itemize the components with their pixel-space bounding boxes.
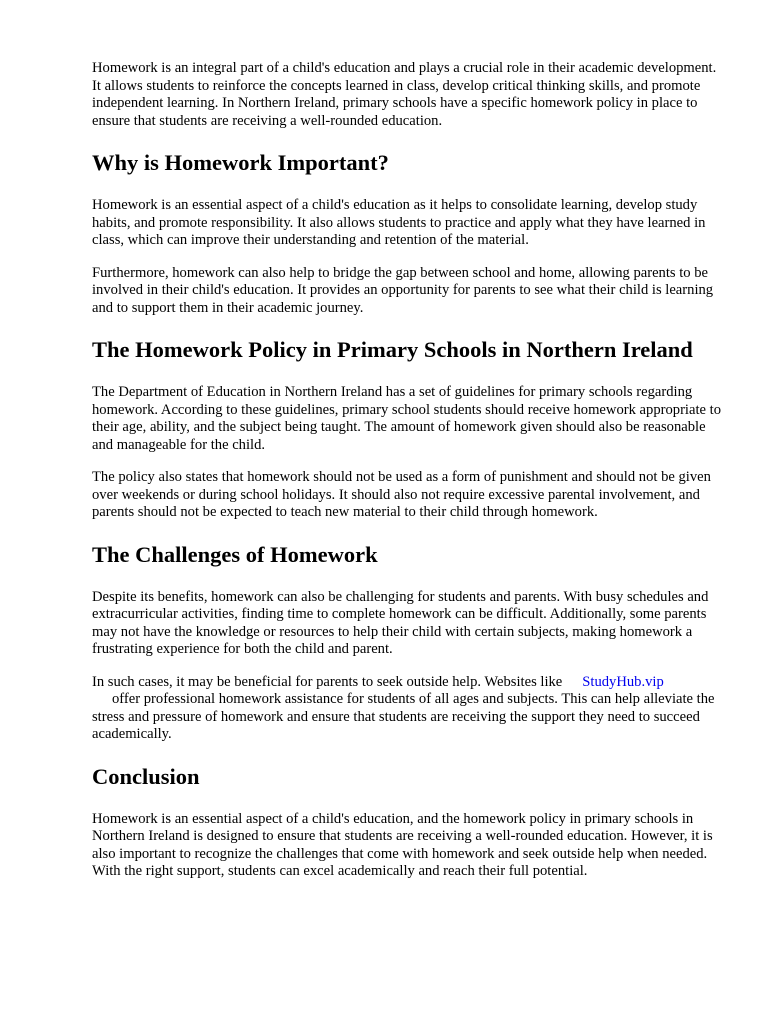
heading-why-homework-important: Why is Homework Important? <box>92 150 389 175</box>
policy-paragraph-1: The Department of Education in Northern Ireland has a set of guidelines for primary schools regarding homework. According to these guidelines, primary school students should receive homework appropriate to their age, ability, and the subject being taught. The amount of homework given should also be reasonable and manageable for the child. <box>92 384 721 453</box>
studyhub-link[interactable]: StudyHub.vip <box>582 673 664 690</box>
heading-homework-policy: The Homework Policy in Primary Schools in Northern Ireland <box>92 337 693 362</box>
heading-challenges: The Challenges of Homework <box>92 541 378 567</box>
why-paragraph-2: Furthermore, homework can also help to bridge the gap between school and home, allowing parents to be involved in their child's education. It provides an opportunity for parents to see what their child is learning and to support them in their academic journey. <box>92 264 714 316</box>
policy-paragraph-2: The policy also states that homework should not be used as a form of punishment and should not be given over weekends or during school holidays. It should also not require excessive parental involvement, and parents should not be expected to teach new material to their child through homework. <box>92 469 711 520</box>
challenges-paragraph-1: Despite its benefits, homework can also be challenging for students and parents. With busy schedules and extracurricular activities, finding time to complete homework can be difficult. Additionally, some parents may not have the knowledge or resources to help their child with certain subjects, making homework a frustrating experience for both the child and parent. <box>92 588 709 657</box>
help-text-after-link: offer professional homework assistance for students of all ages and subjects. This can help alleviate the stress and pressure of homework and ensure that students are receiving the support they need to succeed academically. <box>92 691 715 742</box>
why-paragraph-1: Homework is an essential aspect of a child's education as it helps to consolidate learning, develop study habits, and promote responsibility. It also allows students to practice and apply what they have learned in class, which can improve their understanding and retention of the material. <box>92 197 706 248</box>
challenges-help-paragraph <box>92 674 728 744</box>
heading-conclusion: Conclusion <box>92 763 200 789</box>
conclusion-paragraph: Homework is an essential aspect of a child's education, and the homework policy in primary schools in Northern Ireland is designed to ensure that students are receiving a well-rounded education. However, it is also important to recognize the challenges that come with homework and seek outside help when needed. With the right support, students can excel academically and reach their full potential. <box>92 810 713 879</box>
document-page <box>92 60 728 881</box>
help-text-before-link: In such cases, it may be beneficial for parents to seek outside help. Websites like <box>92 673 563 690</box>
intro-paragraph: Homework is an integral part of a child's education and plays a crucial role in their academic development. It allows students to reinforce the concepts learned in class, develop critical thinking skills, and promote independent learning. In Northern Ireland, primary schools have a specific homework policy in place to ensure that students are receiving a well-rounded education. <box>92 60 717 129</box>
